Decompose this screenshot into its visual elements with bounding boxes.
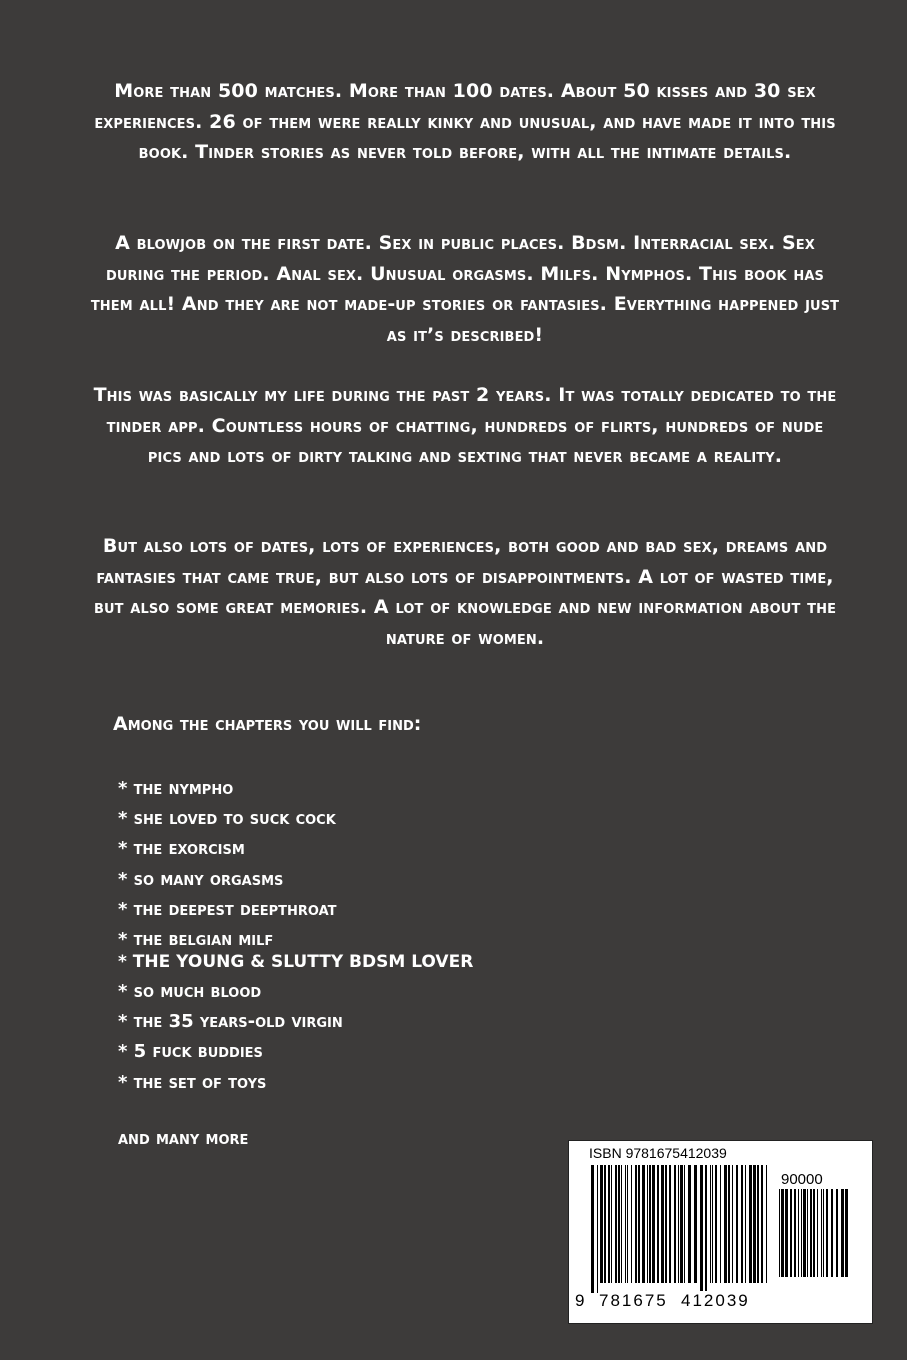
barcode-bar: [694, 1165, 697, 1283]
chapter-item: * she loved to suck cock: [118, 808, 336, 830]
barcode-bar: [836, 1189, 838, 1277]
barcode-bar: [715, 1165, 717, 1283]
price-code: 90000: [781, 1171, 823, 1188]
barcode-bar: [810, 1189, 812, 1277]
barcode-bar: [705, 1165, 707, 1293]
barcode-bar: [591, 1165, 594, 1293]
barcode-bar: [728, 1165, 730, 1283]
barcode-bar: [665, 1165, 667, 1283]
barcode-bar: [781, 1189, 784, 1277]
barcode-bar: [597, 1165, 598, 1293]
barcode-bar: [615, 1165, 617, 1283]
closing-text: and many more: [118, 1128, 249, 1149]
barcode-bar: [669, 1165, 671, 1283]
barcode-bar: [631, 1165, 632, 1283]
barcode-bar: [621, 1165, 622, 1283]
chapter-item: * 5 fuck buddies: [118, 1041, 263, 1063]
barcode-bar: [712, 1165, 713, 1283]
barcode-bar: [779, 1189, 780, 1277]
description-paragraph-1: More than 500 matches. More than 100 dates. About 50 kisses and 30 sex experiences. 26 of them were really kinky and unusual, and have made it into this book. Tinder stories as never told before, with all the intimate details.: [94, 80, 836, 163]
barcode-bar: [647, 1165, 648, 1283]
barcode-bar: [625, 1165, 626, 1283]
chapter-item: * THE YOUNG & SLUTTY BDSM LOVER: [118, 951, 474, 972]
chapter-item: * the 35 years-old virgin: [118, 1011, 343, 1033]
chapter-item: * so much blood: [118, 980, 262, 1002]
barcode-bar: [803, 1189, 806, 1277]
price-barcode-bars: [779, 1189, 851, 1287]
barcode-bar: [761, 1165, 763, 1283]
barcode-bar: [798, 1189, 799, 1277]
description-paragraph-4: But also lots of dates, lots of experiences, both good and bad sex, dreams and fantasies that came true, but also lots of disappointments. A lot of wasted time, but also some great memories. A lot of knowledge and new information about the nature of women.: [93, 535, 837, 649]
barcode-bar: [608, 1165, 610, 1283]
barcode-bar: [642, 1165, 645, 1283]
barcode-bar: [757, 1165, 759, 1283]
barcode-bar: [688, 1165, 691, 1283]
chapter-item: * the set of toys: [118, 1071, 267, 1093]
barcode-bar: [817, 1189, 818, 1277]
isbn-barcode: [568, 1140, 873, 1324]
barcode-bar: [684, 1165, 685, 1283]
barcode-bar: [724, 1165, 727, 1283]
barcode-bar: [801, 1189, 802, 1277]
barcode-bar: [657, 1165, 659, 1283]
barcode-bar: [635, 1165, 637, 1283]
barcode-bar: [831, 1189, 833, 1277]
barcode-bar: [845, 1189, 848, 1277]
barcode-bar: [700, 1165, 703, 1293]
isbn-label: ISBN 9781675412039: [589, 1145, 727, 1161]
barcode-bar: [794, 1189, 796, 1277]
chapter-item: * the exorcism: [118, 838, 245, 860]
barcode-bar: [785, 1189, 788, 1277]
description-paragraph-2: A blowjob on the first date. Sex in public places. Bdsm. Interracial sex. Sex during the period. Anal sex. Unusual orgasms. Milfs. Nymphos. This book has them all! And they are not made-up stories or fantasies. Everything happened just as it’s described!: [90, 232, 840, 346]
description-paragraph-3: This was basically my life during the past 2 years. It was totally dedicated to the tinder app. Countless hours of chatting, hundreds of flirts, hundreds of nude pics and lots of dirty talking and sexting that never became a reality.: [93, 384, 837, 467]
barcode-bar: [823, 1189, 824, 1277]
barcode-bar: [790, 1189, 792, 1277]
barcode-bar: [813, 1189, 815, 1277]
barcode-bar: [753, 1165, 756, 1283]
barcode-bar: [821, 1189, 822, 1277]
chapter-item: * the nympho: [118, 778, 234, 799]
chapters-heading: Among the chapters you will find:: [113, 713, 422, 735]
barcode-bar: [649, 1165, 651, 1283]
chapter-item: * the belgian milf: [118, 928, 274, 950]
barcode-bar: [680, 1165, 683, 1283]
barcode-bar: [611, 1165, 612, 1283]
barcode-bar: [745, 1165, 746, 1283]
barcode-digit-first: 9: [575, 1291, 585, 1310]
barcode-digits-right: 412039: [681, 1291, 750, 1310]
barcode-bar: [627, 1165, 628, 1283]
barcode-bar: [720, 1165, 721, 1283]
barcode-bar: [678, 1165, 679, 1283]
barcode-bar: [710, 1165, 711, 1283]
barcode-bar: [661, 1165, 664, 1283]
barcode-bar: [600, 1165, 603, 1283]
barcode-bar: [741, 1165, 743, 1283]
barcode-digits-left: 781675: [599, 1291, 668, 1310]
barcode-bar: [736, 1165, 738, 1283]
chapter-list: [118, 774, 473, 1098]
chapter-item: * the deepest deepthroat: [118, 898, 337, 920]
chapter-item: * so many orgasms: [118, 868, 284, 890]
barcode-bar: [841, 1189, 844, 1277]
barcode-bar: [652, 1165, 655, 1283]
barcode-bar: [807, 1189, 808, 1277]
barcode-bar: [638, 1165, 640, 1283]
barcode-bar: [766, 1165, 767, 1283]
barcode-bar: [732, 1165, 733, 1283]
barcode-bar: [604, 1165, 606, 1283]
barcode-bar: [674, 1165, 676, 1283]
barcode-bar: [618, 1165, 620, 1283]
barcode-bar: [826, 1189, 828, 1277]
barcode-bar: [749, 1165, 752, 1283]
barcode-bars: [591, 1165, 771, 1293]
